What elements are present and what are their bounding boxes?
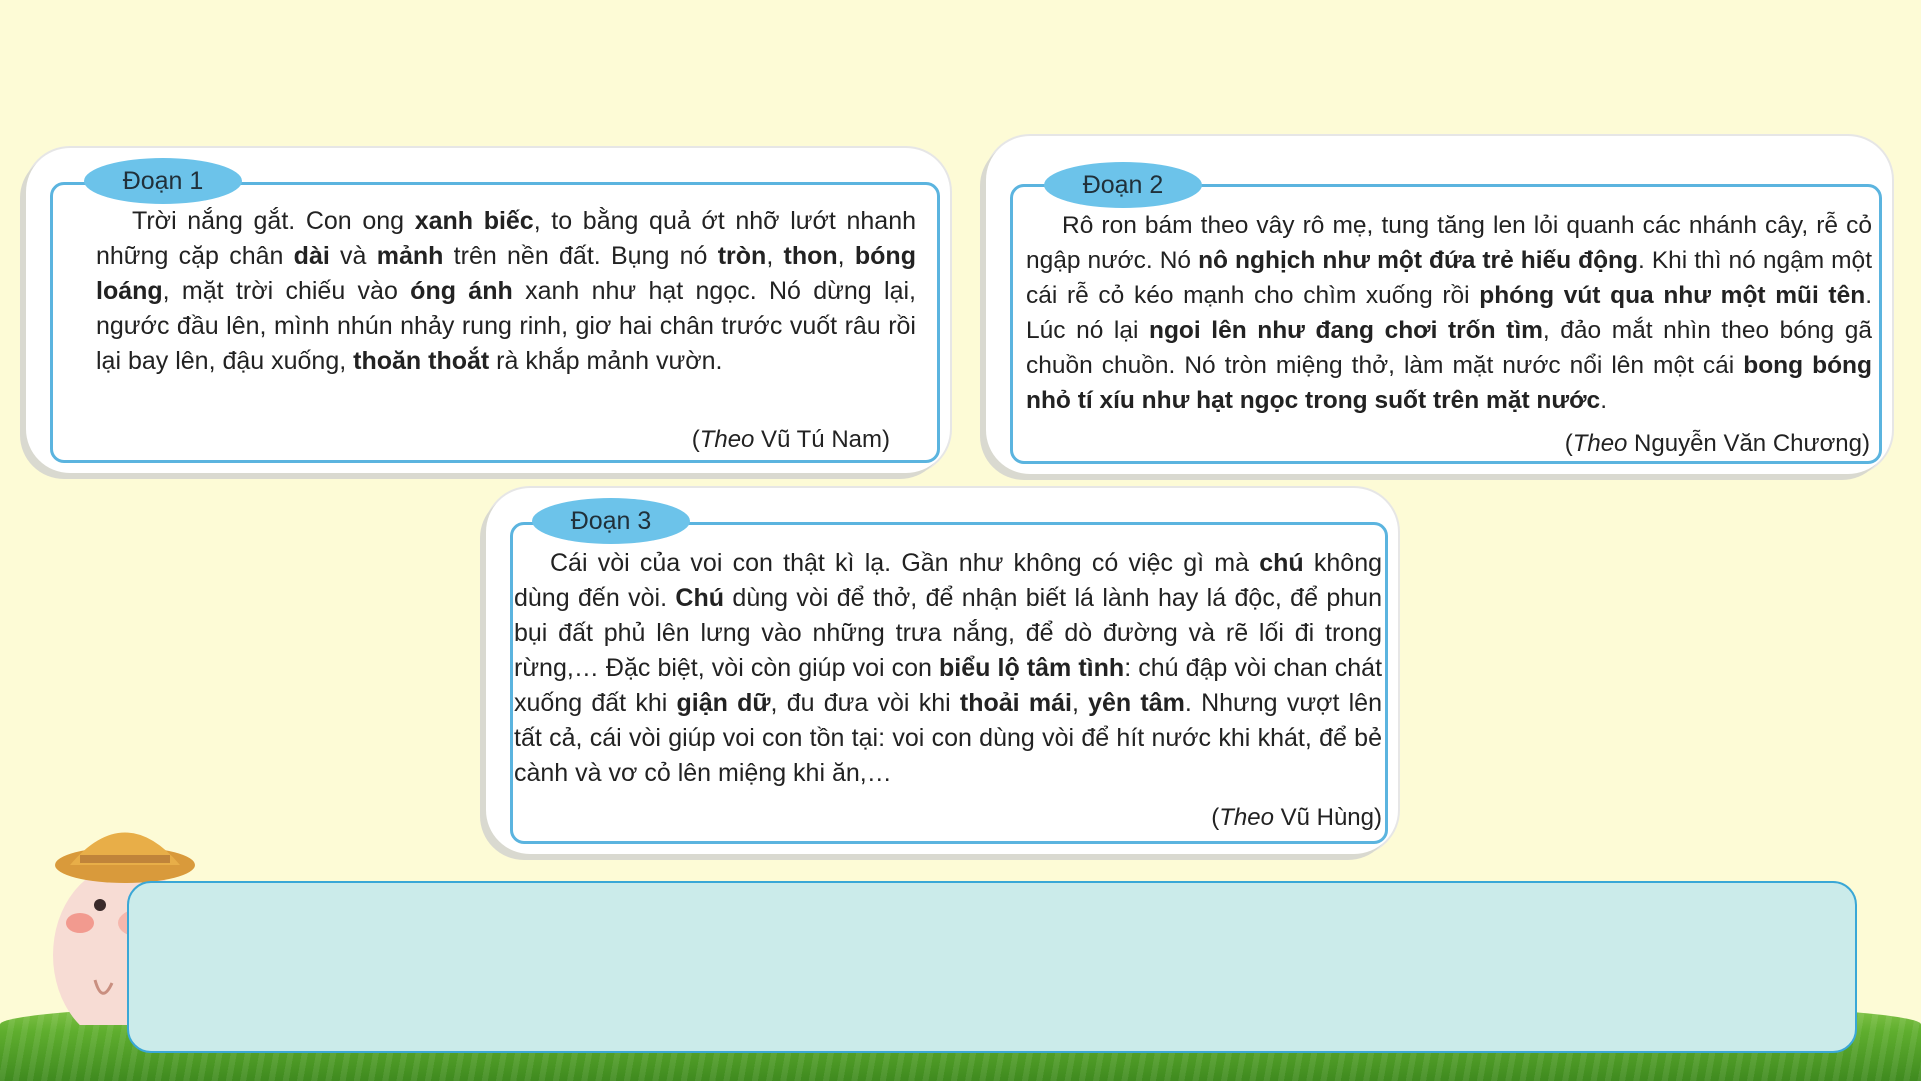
text-run: , đảo mắt nhìn theo bóng gã chuồn chuồn. Nó tròn miệng thở, làm mặt nước nổi lên một cái (1026, 317, 1872, 379)
text-run: dùng vòi để thở, để nhận biết lá lành hay lá độc, để phun bụi đất phủ lên lưng vào những trưa nắng, để dò đường và rẽ lối đi trong rừng,… Đặc biệt, vòi còn giúp voi con (514, 584, 1382, 682)
emphasis-text: chú (1259, 549, 1304, 577)
text-run: . Nhưng vượt lên tất cả, cái vòi giúp voi con tồn tại: voi con dùng vòi để hít nước khi khát, để bẻ cành và vơ cỏ lên miệng khi ăn,… (514, 689, 1382, 787)
text-run: , to bằng quả ớt nhỡ lướt nhanh những cặp chân (96, 207, 916, 270)
text-run: . Khi thì nó ngậm một cái rễ cỏ kéo mạnh cho chìm xuống rồi (1026, 247, 1872, 309)
passage-source: (Theo Vũ Hùng) (1211, 804, 1382, 831)
passage-card-2 (986, 136, 1892, 474)
text-run: , (837, 242, 855, 270)
emphasis-text: mảnh (376, 242, 444, 270)
emphasis-text: phóng vút qua như một mũi tên (1479, 282, 1866, 309)
emphasis-text: thoải mái (959, 689, 1072, 717)
emphasis-text: bong bóng nhỏ tí xíu như hạt ngọc trong suốt trên mặt nước (1026, 352, 1872, 414)
emphasis-text: dài (293, 242, 330, 270)
emphasis-text: biểu lộ tâm tình (939, 654, 1125, 682)
text-run: Cái vòi của voi con thật kì lạ. Gần như không có việc gì mà (550, 549, 1260, 577)
text-run: xanh như hạt ngọc. Nó dừng lại, ngước đầu lên, mình nhún nhảy rung rinh, giơ hai chân trước vuốt râu rồi lại bay lên, đậu xuống, (96, 277, 916, 375)
emphasis-text: yên tâm (1088, 689, 1185, 717)
passage-card-3 (486, 488, 1398, 854)
passage-tag: Đoạn 2 (1044, 162, 1202, 208)
passage-paragraph (514, 546, 1382, 791)
text-run: Rô ron bám theo vây rô mẹ, tung tăng len lỏi quanh các nhánh cây, rễ cỏ ngập nước. Nó (1026, 212, 1872, 274)
emphasis-text: giận dữ (676, 689, 771, 717)
text-run: : chú đập vòi chan chát xuống đất khi (514, 654, 1383, 717)
emphasis-text: bóng loáng (96, 242, 916, 305)
text-run: không dùng đến vòi. (514, 549, 1383, 612)
passage-source: (Theo Nguyễn Văn Chương) (1564, 430, 1870, 457)
passage-tag: Đoạn 1 (84, 158, 242, 204)
passage-tag: Đoạn 3 (532, 498, 690, 544)
passage-text (1026, 208, 1872, 418)
text-run: . (1600, 387, 1607, 414)
passage-card-1 (26, 148, 950, 473)
text-run: , đu đưa vòi khi (770, 689, 960, 717)
passage-text (514, 546, 1382, 791)
answer-box[interactable] (127, 881, 1857, 1053)
text-run: , mặt trời chiếu vào (162, 277, 411, 305)
emphasis-text: thon (783, 242, 838, 270)
text-run: trên nền đất. Bụng nó (443, 242, 718, 270)
emphasis-text: nô nghịch như một đứa trẻ hiếu động (1198, 247, 1638, 274)
text-run: và (329, 242, 377, 270)
emphasis-text: ngoi lên như đang chơi trốn tìm (1148, 317, 1543, 344)
emphasis-text: xanh biếc (414, 207, 534, 235)
passage-text (96, 204, 916, 379)
emphasis-text: thoăn thoắt (353, 347, 490, 375)
emphasis-text: tròn (717, 242, 767, 270)
text-run: Trời nắng gắt. Con ong (132, 207, 415, 235)
text-run: , (766, 242, 784, 270)
passage-source: (Theo Vũ Tú Nam) (691, 426, 890, 453)
text-run: . Lúc nó lại (1026, 282, 1872, 344)
passage-paragraph (96, 204, 916, 379)
text-run: rà khắp mảnh vườn. (489, 347, 723, 375)
emphasis-text: Chú (675, 584, 725, 612)
emphasis-text: óng ánh (410, 277, 513, 305)
passage-paragraph (1026, 208, 1872, 418)
text-run: , (1071, 689, 1089, 717)
